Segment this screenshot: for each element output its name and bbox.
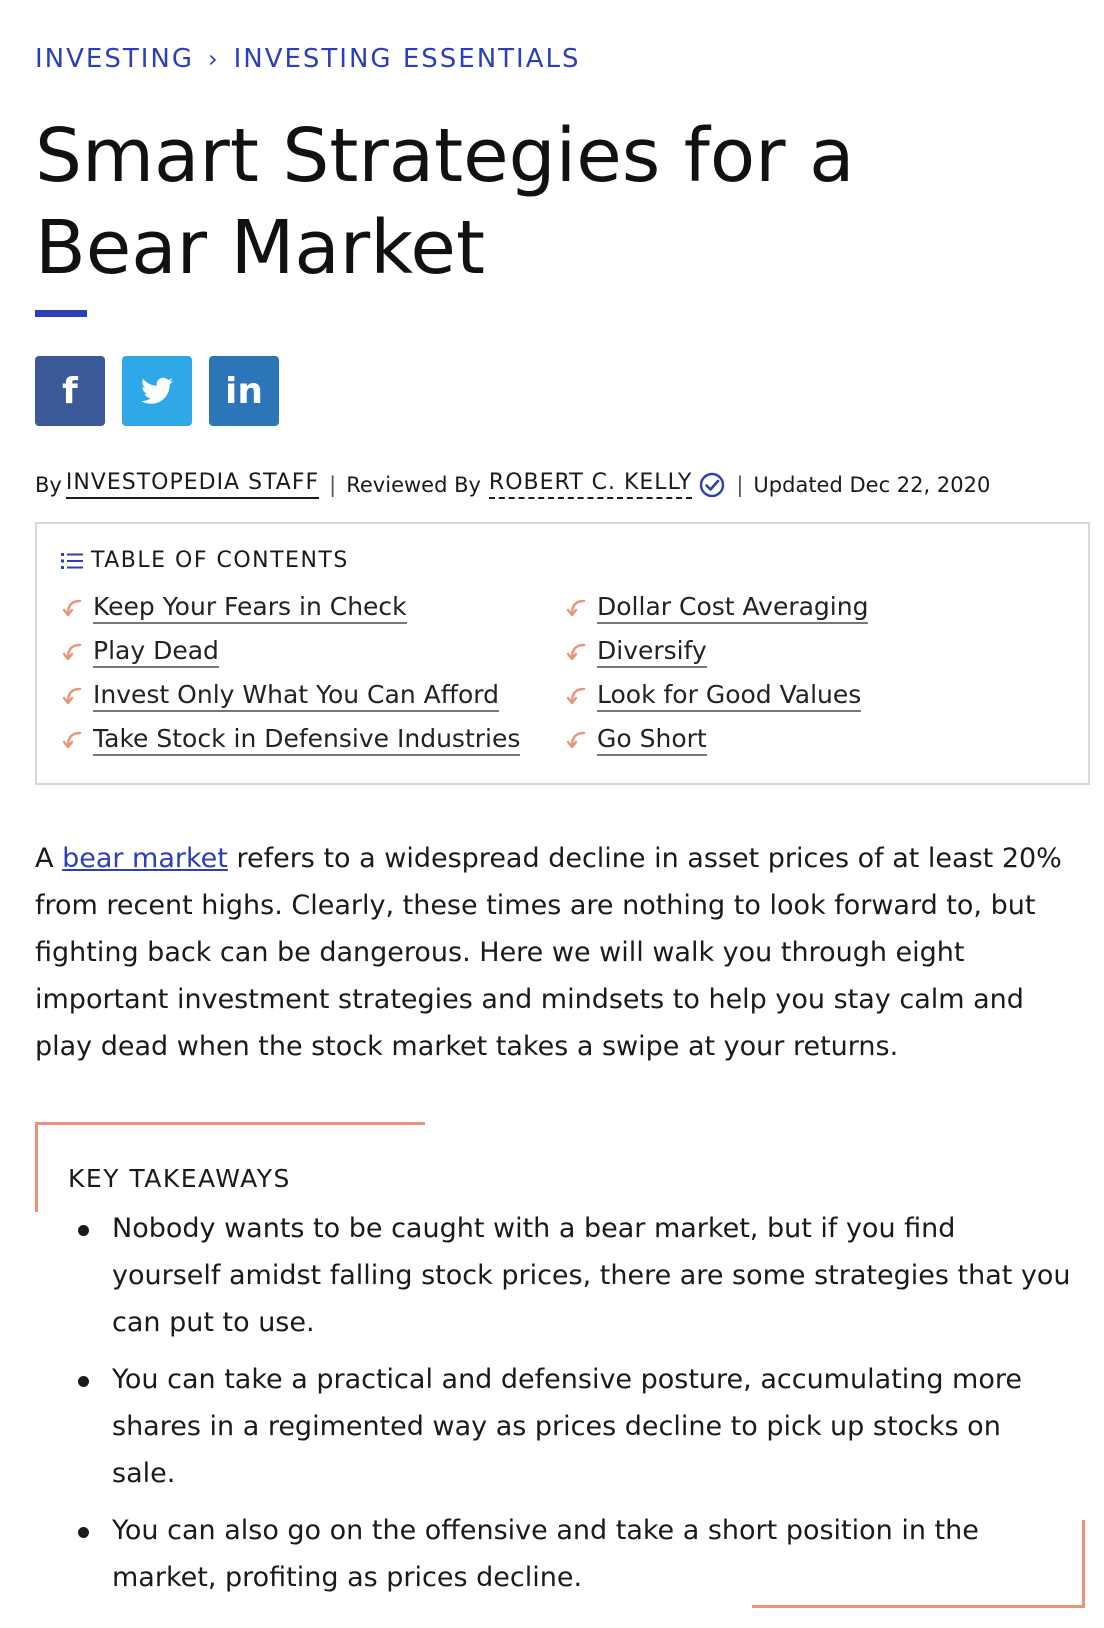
toc-item[interactable] xyxy=(61,586,520,630)
facebook-icon: f xyxy=(62,370,78,412)
toc-link[interactable]: Look for Good Values xyxy=(597,680,861,712)
toc-link[interactable]: Play Dead xyxy=(93,636,219,668)
intro-paragraph xyxy=(35,835,1075,1070)
reviewed-by-label: Reviewed By xyxy=(346,472,481,497)
linkedin-icon: in xyxy=(225,370,263,412)
curved-arrow-icon xyxy=(61,684,85,708)
curved-arrow-icon xyxy=(565,596,589,620)
toc-item[interactable] xyxy=(61,718,520,762)
updated-date: Updated Dec 22, 2020 xyxy=(753,472,991,497)
curved-arrow-icon xyxy=(565,728,589,752)
toc-heading xyxy=(61,548,349,573)
toc-item[interactable] xyxy=(565,586,868,630)
title-underline xyxy=(35,310,87,317)
toc-item[interactable] xyxy=(61,674,520,718)
curved-arrow-icon xyxy=(61,640,85,664)
list-item: You can also go on the offensive and take a short position in the market, profiting as prices decline. xyxy=(72,1507,1072,1601)
twitter-bird-icon xyxy=(141,377,173,405)
toc-column-right xyxy=(565,586,868,762)
list-icon xyxy=(61,551,83,571)
byline-by-label: By xyxy=(35,472,62,497)
linkedin-share-button[interactable] xyxy=(209,356,279,426)
toc-link[interactable]: Diversify xyxy=(597,636,707,668)
takeaways-border-right xyxy=(1082,1520,1085,1608)
facebook-share-button[interactable] xyxy=(35,356,105,426)
toc-column-left xyxy=(61,586,520,762)
toc-heading-text: TABLE OF CONTENTS xyxy=(91,548,349,573)
curved-arrow-icon xyxy=(565,640,589,664)
verified-check-icon xyxy=(698,471,726,499)
reviewer-link[interactable]: ROBERT C. KELLY xyxy=(489,470,692,499)
byline xyxy=(35,470,990,499)
page-title: Smart Strategies for a Bear Market xyxy=(35,113,855,291)
divider: | xyxy=(736,472,744,497)
toc-link[interactable]: Keep Your Fears in Check xyxy=(93,592,407,624)
bear-market-link[interactable]: bear market xyxy=(62,843,228,874)
curved-arrow-icon xyxy=(61,596,85,620)
key-takeaways-heading: KEY TAKEAWAYS xyxy=(68,1164,291,1193)
toc-link[interactable]: Go Short xyxy=(597,724,707,756)
curved-arrow-icon xyxy=(565,684,589,708)
list-item: Nobody wants to be caught with a bear market, but if you find yourself amidst falling stock prices, there are some strategies that you can put to use. xyxy=(72,1205,1072,1346)
chevron-right-icon: › xyxy=(207,45,220,73)
toc-item[interactable] xyxy=(565,718,868,762)
key-takeaways-list xyxy=(72,1205,1072,1611)
toc-link[interactable]: Take Stock in Defensive Industries xyxy=(93,724,520,756)
toc-item[interactable] xyxy=(565,630,868,674)
takeaways-border-top xyxy=(35,1122,425,1125)
breadcrumb xyxy=(35,44,580,74)
breadcrumb-investing-essentials[interactable]: INVESTING ESSENTIALS xyxy=(233,44,581,74)
toc-link[interactable]: Invest Only What You Can Afford xyxy=(93,680,499,712)
list-item: You can take a practical and defensive posture, accumulating more shares in a regimented way as prices decline to pick up stocks on sale. xyxy=(72,1356,1072,1497)
curved-arrow-icon xyxy=(61,728,85,752)
table-of-contents xyxy=(35,522,1090,785)
divider: | xyxy=(329,472,337,497)
social-share-bar xyxy=(35,356,279,426)
intro-prefix: A xyxy=(35,843,54,874)
takeaways-border-left xyxy=(35,1122,38,1212)
toc-item[interactable] xyxy=(565,674,868,718)
twitter-share-button[interactable] xyxy=(122,356,192,426)
toc-link[interactable]: Dollar Cost Averaging xyxy=(597,592,868,624)
takeaways-border-bottom xyxy=(752,1605,1085,1608)
toc-item[interactable] xyxy=(61,630,520,674)
author-link[interactable]: INVESTOPEDIA STAFF xyxy=(66,470,319,499)
intro-text: refers to a widespread decline in asset prices of at least 20% from recent highs. Clearly, these times are nothing to look forward to, but fighting back can be dangerous. Here we will walk you through eight important investment strategies and mindsets to help you stay calm and play dead when the stock market takes a swipe at your returns. xyxy=(35,843,1062,1062)
breadcrumb-investing[interactable]: INVESTING xyxy=(35,44,194,74)
